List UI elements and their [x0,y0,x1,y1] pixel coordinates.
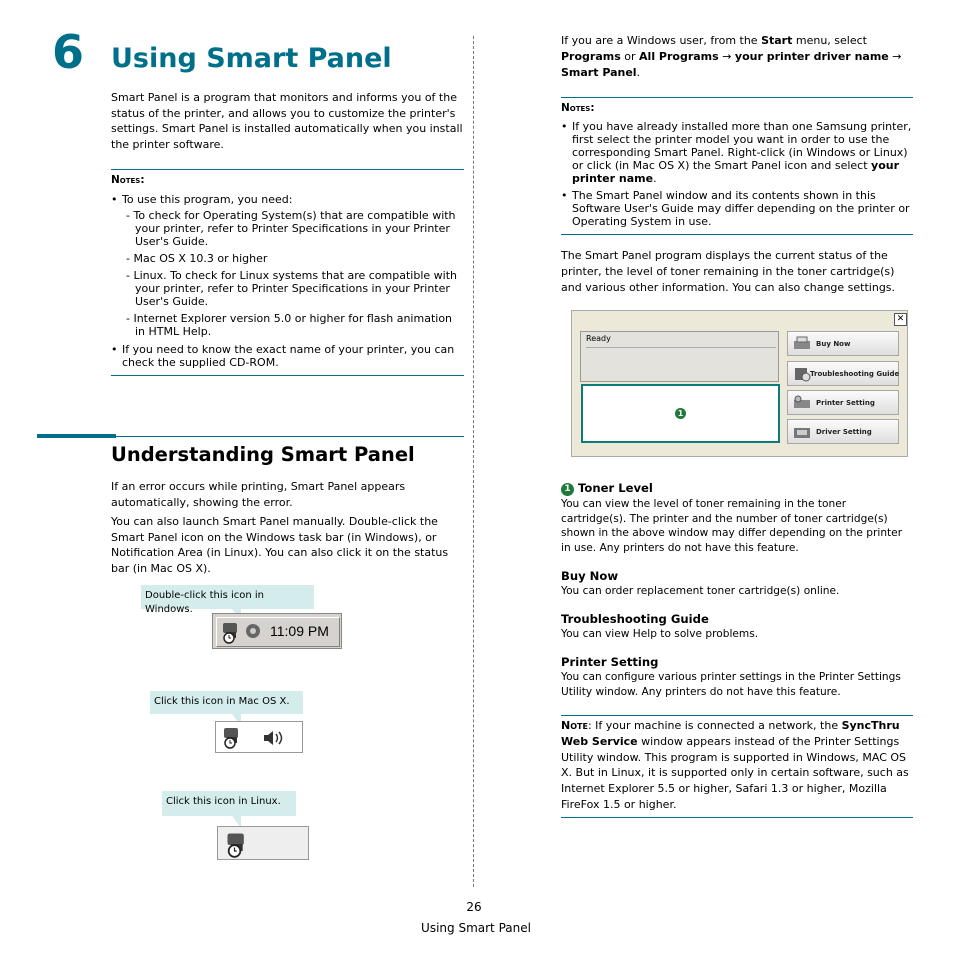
driver-settings-icon [792,424,812,440]
windows-taskbar [212,613,342,649]
text: your printer name [572,159,900,185]
driver-setting-button[interactable] [787,419,899,444]
section-title: Understanding Smart Panel [111,443,415,466]
page-number: 26 [466,900,482,914]
smart-panel-icon[interactable] [221,725,245,749]
note-bottom-top-rule [561,715,913,716]
chapter-number: 6 [52,25,85,79]
note-bottom-end-rule [561,817,913,818]
feature-troubleshooting [561,612,913,642]
start-menu-instruction [561,33,916,81]
volume-icon [262,728,284,748]
note-label: Note [561,719,588,732]
toner-marker: 1 [675,408,686,419]
speaker-icon [244,622,262,640]
note-item [572,120,912,185]
notes-list-left [122,193,462,206]
note-item: • To use this program, you need: [122,193,462,206]
feature-marker: 1 [561,483,574,496]
feature-text: You can view the level of toner remaining in the toner cartridge(s). The printer and the number of toner cartridge(s) shown in the above window may differ depending on the printer in use. Any printers do not have this feature. [561,498,903,554]
notes-top-rule [111,169,464,170]
callout-linux: Click this icon in Linux. [162,791,296,816]
callout-windows: Double-click this icon in Windows. [141,585,314,609]
note-sub-item: - Linux. To check for Linux systems that are compatible with your printer, refer to Printer Specifications in your Printer User's Guide. [126,269,457,308]
text: → [718,50,735,63]
note-sub-list [126,209,462,338]
text: → [888,50,902,63]
notes-heading: Notes: [111,174,145,186]
help-book-icon [792,366,812,382]
text: menu, select [792,34,867,47]
smart-panel-window [571,310,908,457]
note-item: • If you need to know the exact name of your printer, you can check the supplied CD-ROM. [122,343,462,369]
column-divider [473,36,474,887]
printer-setting-button[interactable] [787,390,899,415]
feature-text: You can configure various printer settings in the Printer Settings Utility window. Any printers do not have this feature. [561,671,901,698]
note-sub-item: - Mac OS X 10.3 or higher [126,252,268,265]
linux-panel [217,826,309,860]
feature-text: You can order replacement toner cartridge(s) online. [561,585,840,597]
footer-title: Using Smart Panel [421,921,531,935]
feature-text: You can view Help to solve problems. [561,628,759,640]
chapter-title: Using Smart Panel [111,43,392,74]
text: your printer driver name [734,50,889,63]
callout-mac: Click this icon in Mac OS X. [150,691,303,714]
smart-panel-icon[interactable] [220,620,244,644]
text: Toner Level [578,481,653,495]
button-label: Driver Setting [816,428,872,436]
notes-right-heading: Notes: [561,102,595,114]
text: SyncThru Web Service [561,719,900,748]
text: Smart Panel [561,66,637,79]
notes-right-top-rule [561,97,913,98]
text: Programs [561,50,621,63]
feature-title: Printer Setting [561,655,659,669]
intro-paragraph: Smart Panel is a program that monitors and informs you of the status of the printer, and allows you to customize the printer's settings. Smart Panel is installed automatically when you install the printer software. [111,91,463,151]
note-sub-item: - To check for Operating System(s) that are compatible with your printer, refer to Printer Specifications in your Printer User's Guide. [126,209,456,248]
text: . [636,66,641,79]
text: window appears instead of the Printer Settings Utility window. This program is supported in Windows, MAC OS X. But in Linux, it is supported only in certain software, such as Internet Explorer 5.5 or higher, Safari 1.3 or higher, Mozilla FireFox 1.5 or higher. [561,734,909,811]
smart-panel-icon[interactable] [224,830,252,858]
feature-toner-level [561,481,913,555]
text: : If your machine is connected a network, the [587,719,842,732]
feature-buy-now [561,569,913,599]
feature-title: Troubleshooting Guide [561,612,709,626]
status-paragraph: The Smart Panel program displays the current status of the printer, the level of toner remaining in the toner cartridge(s) and various other information. You can also change settings. [561,249,896,294]
note-item: • The Smart Panel window and its contents shown in this Software User's Guide may differ depending on the printer or Operating System in use. [572,189,912,228]
button-label: Printer Setting [816,399,875,407]
text: Start [761,34,793,47]
printer-settings-icon [792,395,812,411]
toner-level-area [581,384,780,443]
section-paragraph-1: If an error occurs while printing, Smart Panel appears automatically, showing the error. [111,480,406,509]
troubleshooting-guide-button[interactable] [787,361,899,386]
taskbar-clock: 11:09 PM [270,623,329,639]
feature-printer-setting [561,655,913,699]
notes-list-left-2 [122,343,462,369]
notes-label: Notes [111,174,141,186]
feature-title: Buy Now [561,569,619,583]
text: or [620,50,640,63]
printer-icon [792,336,812,352]
section-rule [116,436,464,437]
status-box [580,331,779,382]
status-text: Ready [586,334,611,343]
note-sub-item: - Internet Explorer version 5.0 or higher for flash animation in HTML Help. [126,312,453,338]
close-button[interactable]: ✕ [894,313,907,326]
buy-now-button[interactable] [787,331,899,356]
note-bottom [561,718,913,813]
status-divider [586,347,776,348]
text: If you are a Windows user, from the [561,34,762,47]
button-label: Buy Now [816,340,851,348]
notes-bottom-rule [111,375,464,376]
mac-menubar [215,721,303,753]
text: If you have already installed more than one Samsung printer, first select the printer model you want in order to use the corresponding Smart Panel. Right-click (in Windows or Linux) or click (in Mac OS X) the Smart Panel icon and select [572,120,912,172]
section-paragraph-2: You can also launch Smart Panel manually. Double-click the Smart Panel icon on the Windows task bar (in Windows), or Notification Area (in Linux). You can also click it on the status bar (in Mac OS X). [111,515,449,575]
feature-title [561,481,913,496]
notes-list-right [572,120,912,228]
notes-label: Notes [561,102,591,114]
text: All Programs [639,50,719,63]
notes-right-bottom-rule [561,234,913,235]
text: . [653,172,657,185]
section-accent-bar [37,434,116,438]
button-label: Troubleshooting Guide [810,370,900,378]
